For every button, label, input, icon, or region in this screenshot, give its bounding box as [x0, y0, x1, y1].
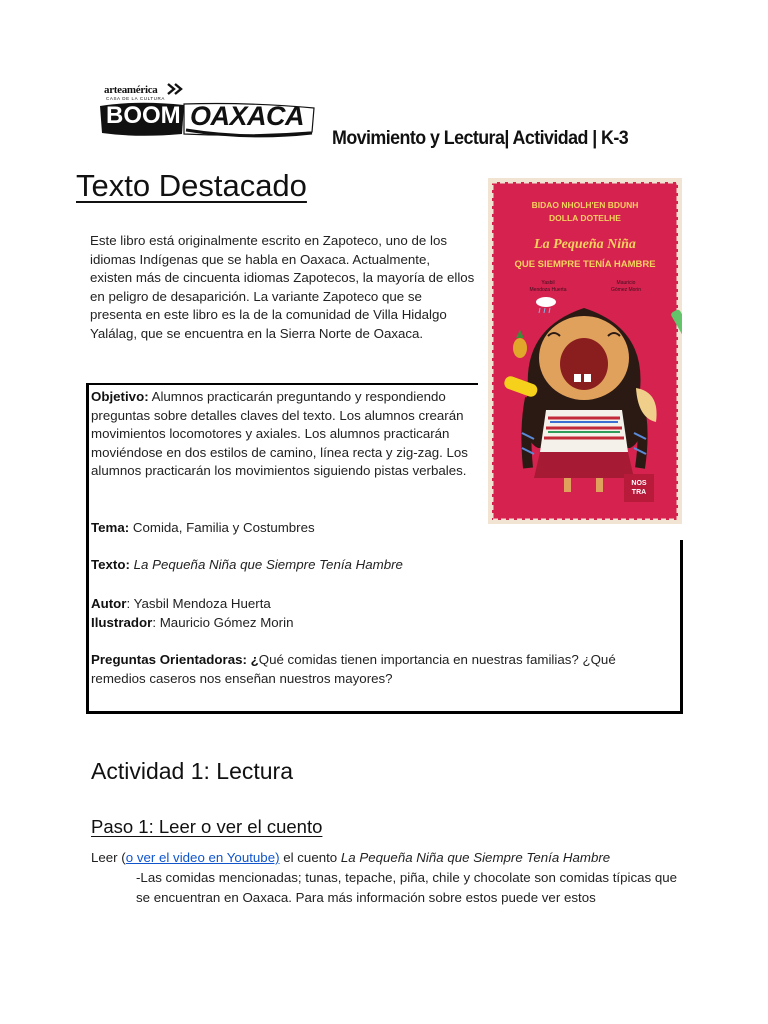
youtube-video-link[interactable]: o ver el video en Youtube): [125, 850, 280, 865]
step-book-title: La Pequeña Niña que Siempre Tenía Hambre: [340, 850, 611, 865]
cover-title-zapotec-2: DOLLA DOTELHE: [549, 213, 621, 223]
cover-author-1: Yasbil: [541, 280, 555, 286]
cover-title-spanish-1: La Pequeña Niña: [534, 237, 636, 252]
logo-brand-sub: CASA DE LA CULTURA: [106, 96, 165, 101]
intro-paragraph: Este libro está originalmente escrito en Zapoteco, uno de los idiomas Indígenas que se habla en Oaxaca. Actualmente, existen más de cincuenta idiomas Zapotecos, la mayoría de ellos en peligro de desaparición. La variante Zapoteco que se presenta en este libro es la de la comunidad de Villa Hidalgo Yalálag, que se encuentra en la Sierra Norte de Oaxaca.: [90, 233, 475, 341]
cover-publisher-1: NOS: [631, 480, 647, 487]
preguntas-text: Qué comidas tienen importancia en nuestras familias? ¿Qué remedios caseros nos enseñan nuestros mayores?: [91, 652, 616, 686]
logo-oaxaca-text: OAXACA: [190, 101, 305, 131]
cover-title-zapotec-1: BIDAO NHOLH'EN BDUNH: [531, 200, 639, 210]
preguntas-label: Preguntas Orientadoras: ¿: [91, 652, 259, 667]
objective-label: Objetivo:: [91, 389, 149, 404]
logo-boom-text: BOOM: [106, 102, 181, 129]
tema-text: Comida, Familia y Costumbres: [129, 520, 315, 535]
autor-line: [91, 595, 271, 614]
cover-author-2: Mendoza Huerta: [529, 287, 567, 293]
preguntas-paragraph: [91, 651, 651, 688]
objective-paragraph: [91, 388, 481, 481]
chevron-logo-icon: [166, 82, 186, 96]
boom-oaxaca-logo: [98, 82, 318, 146]
cover-illustrator-2: Gómez Morin: [610, 287, 642, 293]
texto-label: Texto:: [91, 557, 130, 572]
cover-publisher-2: TRA: [631, 489, 647, 496]
box-border-bottom: [86, 711, 683, 714]
step-body: [91, 849, 610, 868]
logo-brand-small: arteamérica: [104, 84, 158, 96]
texto-text: La Pequeña Niña que Siempre Tenía Hambre: [133, 557, 403, 572]
book-cover-image: [488, 178, 682, 524]
ilustrador-text: : Mauricio Gómez Morin: [152, 615, 294, 630]
ilustrador-line: [91, 614, 293, 633]
autor-text: : Yasbil Mendoza Huerta: [126, 596, 271, 611]
header-title: Movimiento y Lectura| Actividad | K-3: [332, 128, 629, 149]
cover-illustrator-1: Mauricio: [616, 280, 636, 286]
ilustrador-label: Ilustrador: [91, 615, 153, 630]
step-note: -Las comidas mencionadas; tunas, tepache, piña, chile y chocolate son comidas típicas que se encuentran en Oaxaca. Para más información sobre estos puede ver estos: [136, 870, 678, 905]
box-border-top: [86, 383, 478, 385]
autor-label: Autor: [91, 596, 127, 611]
box-border-left: [86, 383, 89, 714]
tema-label: Tema:: [91, 520, 130, 535]
tema-line: [91, 519, 315, 538]
box-border-right: [680, 540, 683, 713]
section-title: Texto Destacado: [76, 168, 307, 203]
texto-line: [91, 556, 403, 575]
objective-text: Alumnos practicarán preguntando y respondiendo preguntas sobre detalles claves del texto. Los alumnos crearán movimientos locomotores y axiales. Los alumnos practicarán moviéndose en dos estilos de camino, línea recta y zig-zag. Los alumnos practicarán los movimientos siguiendo pistas verbales.: [91, 389, 468, 479]
activity-title: Actividad 1: Lectura: [91, 758, 294, 784]
step-title: Paso 1: Leer o ver el cuento: [91, 816, 323, 837]
step-prefix: Leer (: [91, 850, 126, 865]
cover-title-spanish-2: QUE SIEMPRE TENÍA HAMBRE: [514, 259, 656, 270]
step-mid: el cuento: [279, 850, 341, 865]
